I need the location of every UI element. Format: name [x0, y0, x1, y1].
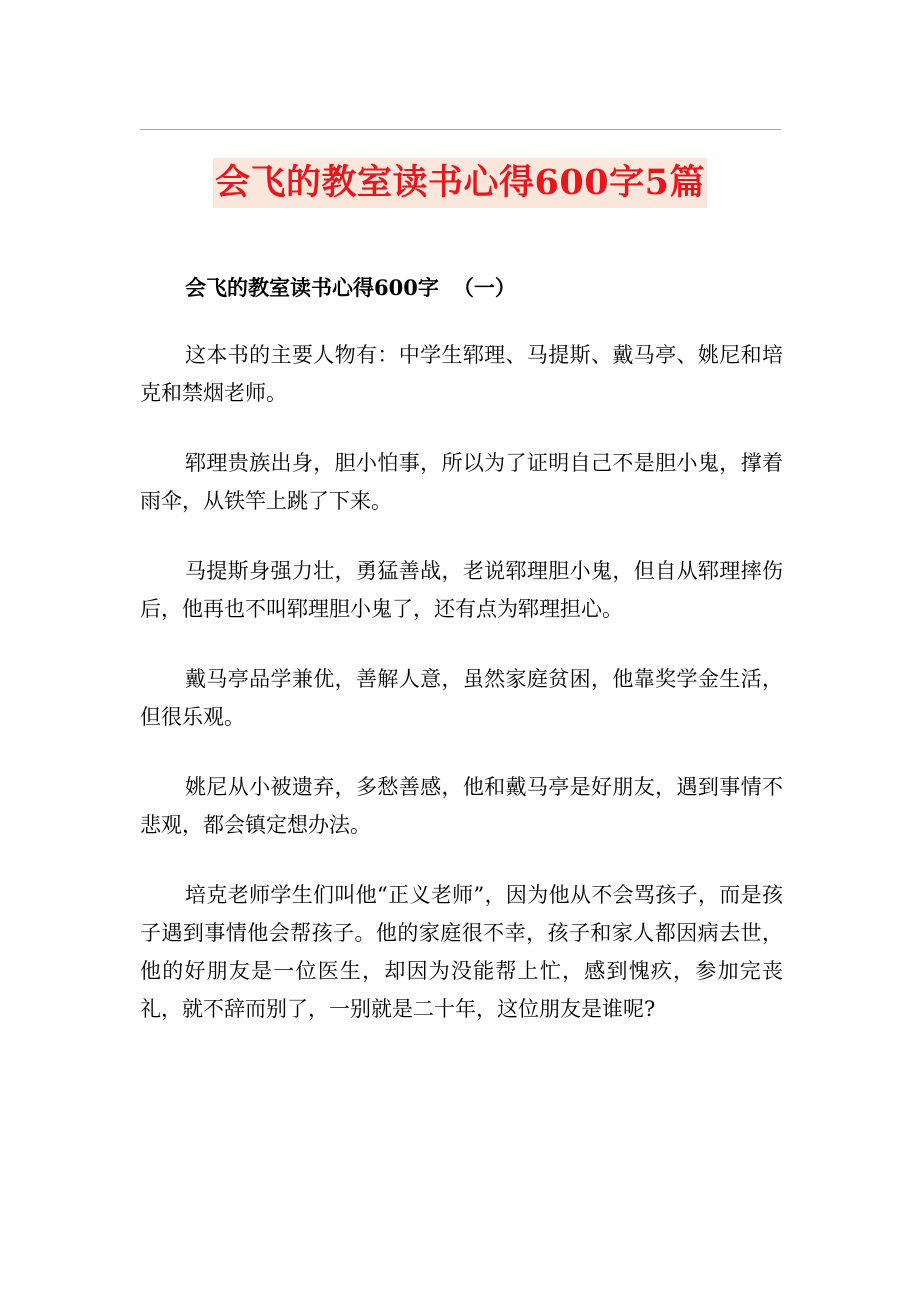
document-body — [140, 336, 783, 1060]
section-heading-number: （一） — [452, 275, 516, 300]
document-title: 会飞的教室读书心得600字5篇 — [213, 158, 707, 208]
paragraph: 马提斯身强力壮，勇猛善战，老说郓理胆小鬼，但自从郓理摔伤后，他再也不叫郓理胆小鬼了，还有点为郓理担心。 — [140, 559, 783, 621]
paragraph: 郓理贵族出身，胆小怕事，所以为了证明自己不是胆小鬼，撑着雨伞，从铁竿上跳了下来。 — [140, 451, 783, 513]
paragraph: 培克老师学生们叫他“正义老师”，因为他从不会骂孩子，而是孩子遇到事情他会帮孩子。他的家庭很不幸，孩子和家人都因病去世，他的好朋友是一位医生，却因为没能帮上忙，感到愧疚，参加完丧礼，就不辞而别了，一别就是二十年，这位朋友是谁呢? — [140, 883, 783, 1021]
header-rule — [140, 129, 781, 130]
section-heading-text: 会飞的教室读书心得600字 — [185, 275, 439, 300]
paragraph: 这本书的主要人物有：中学生郓理、马提斯、戴马亭、姚尼和培克和禁烟老师。 — [140, 343, 783, 405]
title-container — [0, 158, 920, 208]
section-heading — [185, 272, 516, 304]
paragraph: 姚尼从小被遗弃，多愁善感，他和戴马亭是好朋友，遇到事情不悲观，都会镇定想办法。 — [140, 775, 783, 837]
paragraph: 戴马亭品学兼优，善解人意，虽然家庭贫困，他靠奖学金生活，但很乐观。 — [140, 667, 783, 729]
